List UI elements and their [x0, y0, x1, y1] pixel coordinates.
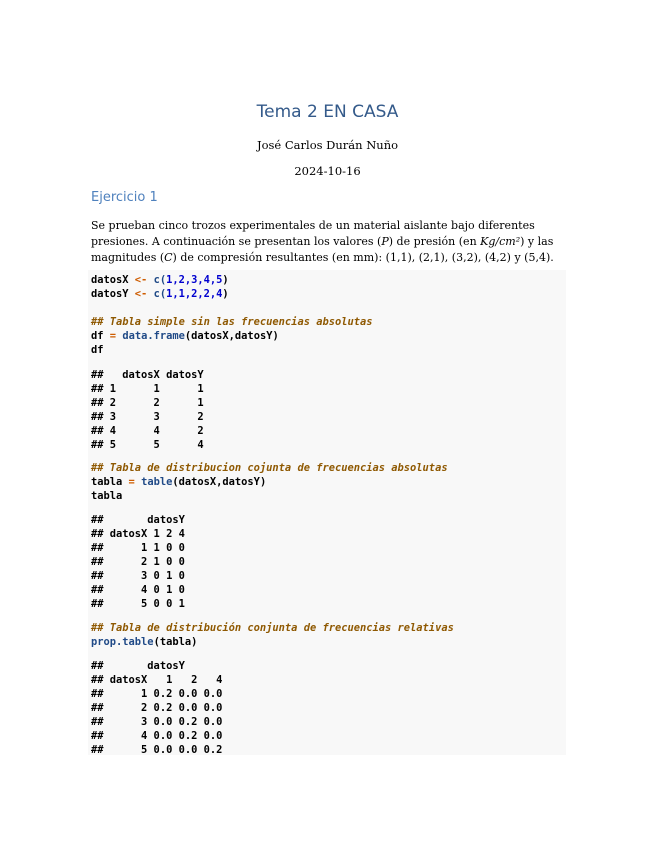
output-line: ## 1 1 0 0	[91, 542, 185, 554]
code-comment: ## Tabla simple sin las frecuencias absolutas	[91, 316, 373, 328]
output-line: ## 2 0.2 0.0 0.0	[91, 702, 223, 714]
output-line: ## 3 0 1 0	[91, 570, 185, 582]
output-line: ## datosY	[91, 514, 185, 526]
exercise-paragraph: Se prueban cinco trozos experimentales de un material aislante bajo diferentes presiones. A continuación se presentan los valores (P) de presión (en Kg/cm²) y las magnitudes (C) de compresión resultantes (en mm): (1,1), (2,1), (3,2), (4,2) y (5,4).	[91, 219, 554, 264]
output-line: ## 5 0 0 1	[91, 598, 185, 610]
output-line: ## 4 4 2	[91, 425, 204, 437]
code-line-tabla: tabla = table(datosX,datosY)	[91, 476, 267, 488]
output-line: ## 3 3 2	[91, 411, 204, 423]
output-line: ## 1 1 1	[91, 383, 204, 395]
code-line-datosy: datosY <- c(1,1,2,2,4)	[91, 288, 229, 300]
output-line: ## 1 0.2 0.0 0.0	[91, 688, 223, 700]
code-line-prop-table: prop.table(tabla)	[91, 636, 198, 648]
output-line: ## 2 2 1	[91, 397, 204, 409]
output-line: ## 4 0 1 0	[91, 584, 185, 596]
output-line: ## 5 5 4	[91, 439, 204, 451]
output-line: ## datosX 1 2 4	[91, 674, 223, 686]
output-line: ## 5 0.0 0.0 0.2	[91, 744, 223, 756]
code-line-datosx: datosX <- c(1,2,3,4,5)	[91, 274, 229, 286]
code-comment: ## Tabla de distribucion cojunta de frecuencias absolutas	[91, 462, 448, 474]
document-author: José Carlos Durán Nuño	[256, 138, 399, 152]
code-line-df-print: df	[91, 344, 104, 356]
code-line-df: df = data.frame(datosX,datosY)	[91, 330, 279, 342]
output-line: ## 4 0.0 0.2 0.0	[91, 730, 223, 742]
document-date: 2024-10-16	[294, 164, 361, 178]
output-line: ## datosX 1 2 4	[91, 528, 185, 540]
code-line-tabla-print: tabla	[91, 490, 123, 502]
output-line: ## datosX datosY	[91, 369, 204, 381]
code-comment: ## Tabla de distribución conjunta de frecuencias relativas	[91, 622, 454, 634]
section-heading: Ejercicio 1	[91, 190, 158, 205]
output-line: ## datosY	[91, 660, 185, 672]
output-line: ## 2 1 0 0	[91, 556, 185, 568]
output-line: ## 3 0.0 0.2 0.0	[91, 716, 223, 728]
document-title: Tema 2 EN CASA	[256, 102, 399, 122]
